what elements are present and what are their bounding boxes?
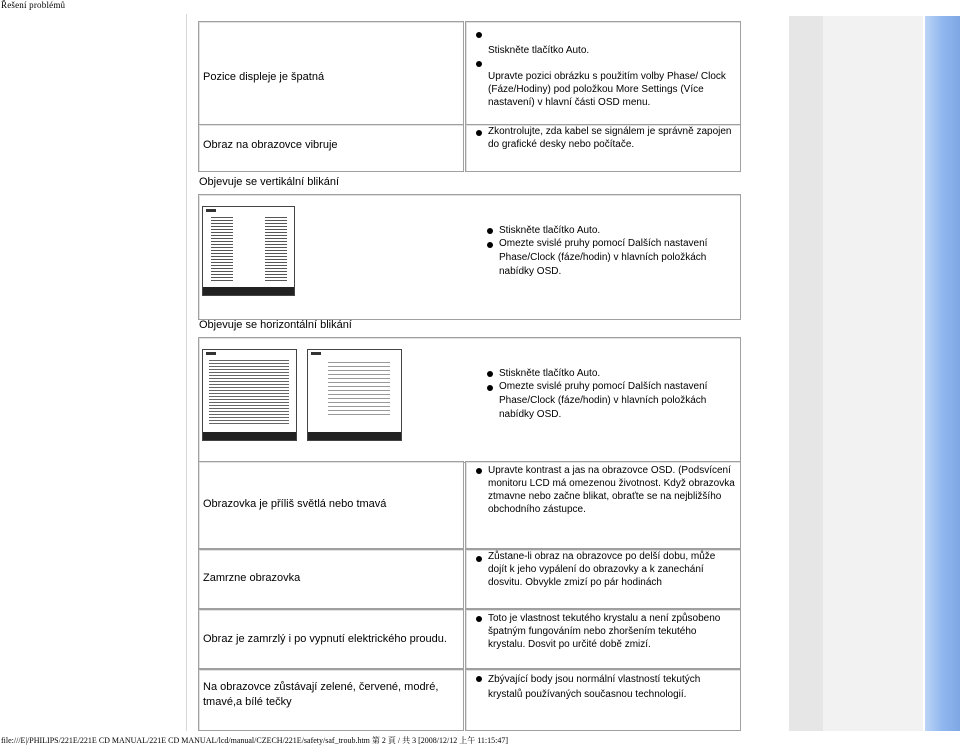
bullet-icon [487, 242, 493, 248]
solution-cell [465, 609, 741, 669]
problem-cell [198, 549, 464, 609]
solution-cell [465, 124, 741, 172]
horizontal-flicker-image-2 [307, 349, 402, 441]
bullet-icon [476, 676, 482, 682]
bullet-icon [487, 371, 493, 377]
solution-text: Upravte pozici obrázku s použitím volby Phase/ Clock (Fáze/Hodiny) pod položkou More Settings (Více nastavení) v hlavní části OSD menu. [488, 71, 726, 108]
bullet-icon [476, 32, 482, 38]
problem-label: Pozice displeje je špatná [203, 71, 325, 83]
problem-label: Na obrazovce zůstávají zelené, červené, modré, tmavé,a bílé tečky [203, 681, 439, 708]
solution-text: Toto je vlastnost tekutého krystalu a není způsobeno špatným fungováním nebo zhoršením tekutého krystalu. Dosvit po určité době zmizí. [488, 613, 721, 650]
solution-text: Omezte svislé pruhy pomocí Dalších nastavení Phase/Clock (fáze/hodin) v hlavních položkách nabídky OSD. [499, 238, 708, 277]
solution-cell [465, 21, 741, 130]
solution-text: Zbývající body jsou normální vlastností tekutých krystalů používaných současnou technologií. [488, 674, 701, 700]
solution-text: Stiskněte tlačítko Auto. [499, 225, 601, 236]
problem-cell [198, 124, 464, 172]
bullet-icon [476, 556, 482, 562]
bullet-icon [476, 61, 482, 67]
problem-cell [198, 609, 464, 669]
problem-cell [198, 461, 464, 549]
bullet-icon [487, 385, 493, 391]
section-box [198, 194, 741, 320]
window-title: Řešení problémů [1, 0, 66, 10]
scroll-gutter [789, 16, 823, 731]
solution-text: Stiskněte tlačítko Auto. [499, 368, 601, 379]
problem-cell [198, 21, 464, 130]
problem-label: Zamrzne obrazovka [203, 572, 301, 584]
bullet-icon [476, 616, 482, 622]
section-title: Objevuje se vertikální blikání [199, 176, 340, 188]
solution-text: Zkontrolujte, zda kabel se signálem je správně zapojen do grafické desky nebo počítače. [488, 126, 732, 150]
left-margin [0, 14, 185, 745]
horizontal-flicker-image-1 [202, 349, 297, 441]
problem-cell [198, 669, 464, 731]
problem-label: Obrazovka je příliš světlá nebo tmavá [203, 498, 387, 510]
footer-path: file:///E|/PHILIPS/221E/221E CD MANUAL/221E CD MANUAL/lcd/manual/CZECH/221E/safety/saf_troub.htm 第 2 頁 / 共 3 [2008/12/12 上午 11:15:47] [1, 736, 509, 745]
bullet-icon [476, 468, 482, 474]
solution-text: Stiskněte tlačítko Auto. [488, 45, 590, 56]
bullet-icon [476, 130, 482, 136]
document-page [187, 14, 789, 731]
section-box [198, 337, 741, 463]
solution-text: Zůstane-li obraz na obrazovce po delší dobu, může dojít k jeho vypálení do obrazovky a k zanechání dosvitu. Obvykle zmizí po pár hodinách [488, 551, 716, 588]
bullet-icon [487, 228, 493, 234]
problem-label: Obraz na obrazovce vibruje [203, 139, 338, 151]
solution-cell [465, 549, 741, 609]
solution-cell [465, 669, 741, 731]
right-margin [823, 16, 923, 731]
section-title: Objevuje se horizontální blikání [199, 319, 352, 331]
solution-cell [465, 461, 741, 549]
solution-text: Upravte kontrast a jas na obrazovce OSD. (Podsvícení monitoru LCD má omezenou životnost. Když obrazovka ztmavne nebo začne blikat, obraťte se na nejbližšího obchodního zástupce. [488, 465, 735, 515]
scrollbar[interactable] [925, 16, 960, 731]
problem-label: Obraz je zamrzlý i po vypnutí elektrického proudu. [203, 633, 447, 645]
solution-text: Omezte svislé pruhy pomocí Dalších nastavení Phase/Clock (fáze/hodin) v hlavních položkách nabídky OSD. [499, 381, 708, 420]
vertical-flicker-image [202, 206, 295, 296]
